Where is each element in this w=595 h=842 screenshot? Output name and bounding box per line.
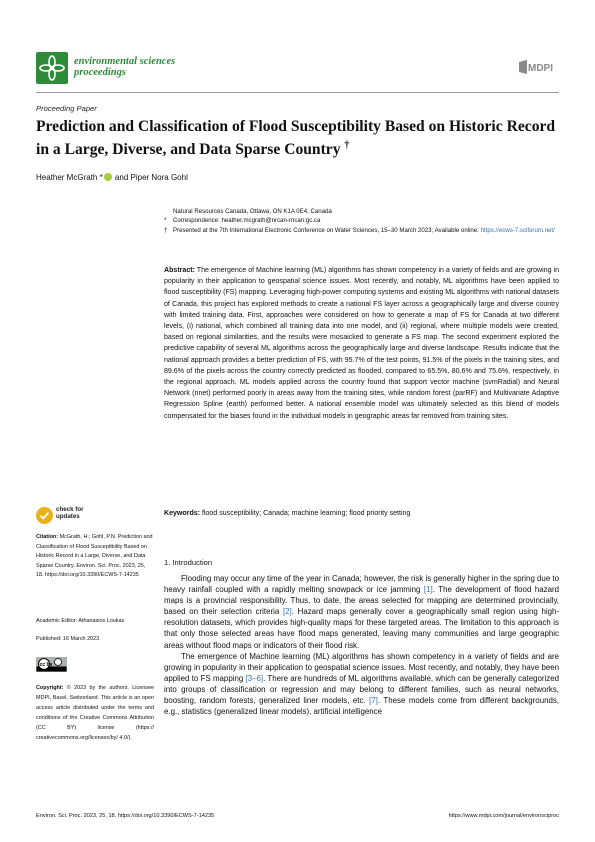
check-line2: updates: [56, 512, 80, 520]
academic-editor: [36, 617, 154, 627]
citation-label: Citation:: [36, 534, 59, 540]
paper-title-text: Prediction and Classification of Flood Susceptibility Based on Historic Record in a Large, Diverse, and Data Sparse Country: [36, 118, 556, 159]
author-connector: and: [112, 173, 131, 182]
affiliation-line: Natural Resources Canada, Ottawa, ON K1A 0E4, Canada: [173, 208, 332, 215]
presented-mark: †: [164, 226, 168, 234]
editor-name: Athanasios Loukas: [77, 618, 125, 624]
citation-text: McGrath, H.; Gohl, P.N. Prediction and Classification of Flood Susceptibility Based on Historic Record in a Large, Diverse, and Data Sparse Country. Environ. Sci. Proc. 2023, 25, 18. https://doi.org/10.3390/ECWS-7-14235: [36, 534, 153, 579]
journal-name-line2: proceedings: [74, 67, 126, 78]
citation-link[interactable]: [7]: [369, 696, 378, 706]
paper-title: [36, 117, 566, 159]
footer-journal-link[interactable]: https://www.mdpi.com/journal/environsciproc: [448, 813, 559, 819]
keywords-text: flood susceptibility; Canada; machine learning; flood priority setting: [200, 510, 411, 517]
paragraph: [164, 651, 559, 718]
citation-link[interactable]: [2]: [282, 607, 292, 617]
published-value: 16 March 2023: [61, 636, 100, 642]
publisher-logo: [517, 60, 559, 74]
published-label: Published:: [36, 636, 62, 642]
copyright-notice: [36, 683, 154, 744]
paragraph-text: . Hazard maps generally cover a geographically small region using high-resolution datasets, which provides high-quality maps for these targeted areas. The limitation to this approach is that only those selected areas have flood maps generated, leaving many communities and large geographic areas without flood maps or indicators of their flood risk.: [164, 607, 559, 650]
abstract-text: The emergence of Machine learning (ML) algorithms has shown competency in a variety of fields and are growing in popularity in their application to geospatial science issues. Most recently, and notably, ML algorithms have been applied to flood susceptibility (FS) mapping. Leveraging high-power computing systems and existing ML algorithms with national datasets of Canada, this project has explored methods to create a national FS layer across a geographically large and diverse country with limited training data. First, approaches were considered on how to generate a map of FS for Canada at two different levels, (i) national, which combined all training data into one model, and (ii) regional, where multiple models were created, based on regional similarities, and the results were mosaicked to generate a FS map. The second experiment explored the predictive capability of several ML algorithms across the geographically large and diverse landscape. Results indicate that the national approach provides a better prediction of FS, with 95.7% of the test points, 91.5% of the pixels in the training sites, and 89.6% of the pixels across the country correctly predicted as flooded, compared to 65.5%, 80.6% and 75.6%, respectively, in the regional approach. ML models applied across the country found that support vector machine (svmRadial) and Neural Network (nnet) performed poorly in areas away from the training sites, while random forest (parRF) and Multivariate Adaptive Regression Spline (earth) performed better. A national ensemble model was ultimately selected as this blend of models compensated for the biases found in the individual models in geographic areas far removed from training sites.: [164, 267, 559, 420]
paragraph-text: Flooding may occur any time of the year in Canada; however, the risk is generally higher in the spring due to heavy rainfall coupled with a rapidly melting snowpack or ice jamming: [164, 574, 559, 595]
citation-link[interactable]: [3–6]: [245, 673, 264, 683]
presented-line: [173, 226, 555, 235]
paragraph: [164, 573, 559, 651]
check-line1: check for: [56, 506, 84, 513]
citation-link[interactable]: [1]: [423, 585, 433, 595]
abstract-label: Abstract:: [164, 267, 195, 274]
author-list: [36, 173, 188, 182]
copyright-text: © 2023 by the authors. Licensee MDPI, Basel, Switzerland. This article is an open access article distributed under the terms and conditions of the Creative Commons Attribution (CC BY) license (https:// creativecommons.org/licenses/by/ 4.0/).: [36, 685, 154, 742]
article-type: Proceeding Paper: [36, 104, 97, 113]
journal-logo-icon: [36, 52, 68, 84]
introduction-body: [164, 573, 559, 717]
published-date: [36, 635, 154, 645]
affiliations: [164, 207, 564, 235]
cc-license-badge[interactable]: [36, 657, 67, 672]
paragraph-text: The emergence of Machine learning (ML) algorithms has shown competency in a variety of fields and are growing in popularity in their application to geospatial science issues. Most recently, and notably, they have been applied to FS mapping: [164, 651, 559, 683]
abstract: [164, 265, 559, 422]
publisher-name: MDPI: [528, 63, 553, 74]
correspondence-mark: *: [164, 217, 167, 225]
journal-name-line1: environmental sciences: [74, 56, 176, 67]
section-heading: 1. Introduction: [164, 558, 213, 567]
check-for-updates-icon[interactable]: [36, 507, 53, 524]
copyright-label: Copyright:: [36, 685, 64, 691]
cc-badge-text: cc by: [39, 662, 53, 668]
paragraph-text: . There are hundreds of ML algorithms available, which can be generally categorized into groups of classification or regression and may belong to different families, such as neural networks, boosting, random forests, generalized liner models, etc.: [164, 673, 559, 706]
footer-citation: Environ. Sci. Proc. 2023, 25, 18. https://doi.org/10.3390/ECWS-7-14235: [36, 813, 215, 819]
paragraph-text: . These models come from different backgrounds, e.g., statistics (generalized linear models), artificial intelligence: [164, 696, 560, 717]
correspondence-line: Correspondence: heather.mcgrath@nrcan-rncan.gc.ca: [173, 217, 321, 225]
keywords-label: Keywords:: [164, 510, 201, 517]
author-1[interactable]: Heather McGrath *: [36, 173, 103, 182]
orcid-icon[interactable]: [104, 173, 112, 181]
journal-name: [74, 56, 214, 78]
header-divider: [36, 92, 559, 93]
presented-text: Presented at the 7th International Electronic Conference on Water Sciences, 15–30 March 2023; Available online:: [173, 226, 479, 234]
citation: [36, 533, 154, 581]
keywords: [164, 508, 559, 519]
paragraph-text: . The development of flood hazard maps is a provincial responsibility. Thus, to date, the areas selected for mapping are determined provincially, based on their selection criteria: [164, 585, 559, 617]
title-footnote-mark: †: [344, 140, 350, 151]
check-for-updates-button[interactable]: [56, 507, 96, 520]
conference-link[interactable]: https://ecws-7.sciforum.net/: [480, 226, 555, 234]
author-2[interactable]: Piper Nora Gohl: [130, 173, 188, 182]
editor-label: Academic Editor:: [36, 618, 78, 624]
